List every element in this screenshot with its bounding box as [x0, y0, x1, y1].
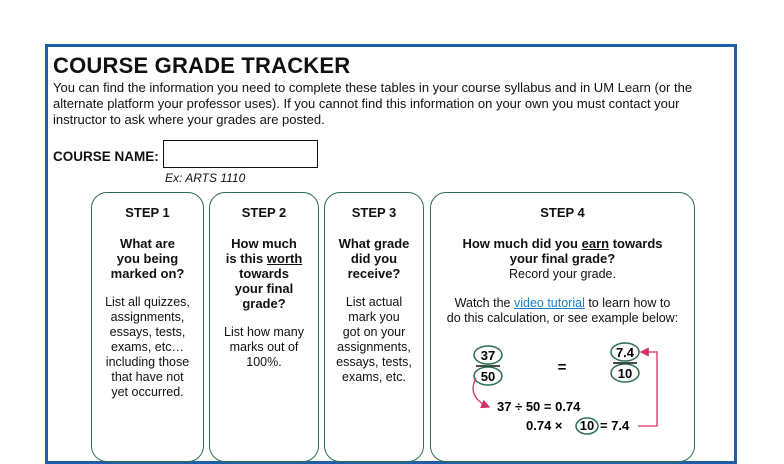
arrow-to-result [638, 352, 657, 426]
course-name-label: COURSE NAME: [53, 149, 159, 164]
step-3-description-line: exams, etc. [342, 370, 406, 384]
fraction-numerator: 37 [480, 348, 496, 363]
step-1-box [91, 192, 204, 462]
step-3-description-line: got on your [342, 325, 406, 339]
fraction-denominator: 50 [480, 369, 496, 384]
step-4-watch-line [437, 296, 688, 311]
step-1-description-line: yet occurred. [111, 385, 184, 399]
step-4-watch-text: to learn how to [584, 296, 671, 310]
step-1-description-line: essays, tests, [109, 325, 186, 339]
step-2-question-line [216, 251, 312, 266]
step-4-question-text: How much did you [462, 236, 582, 251]
step-4-earn-emphasis: earn [581, 236, 610, 251]
course-name-example: Ex: ARTS 1110 [165, 171, 246, 185]
step-4-instructions [437, 296, 688, 326]
step-2-description-line: marks out of [229, 340, 299, 354]
step-1-question-line: you being [116, 251, 179, 266]
step-1-description [98, 295, 197, 400]
step-3-heading: STEP 3 [351, 205, 397, 220]
multiplier-value: 10 [579, 418, 595, 433]
step-3-question-line: receive? [347, 266, 401, 281]
step-4-subtext: Record your grade. [508, 267, 616, 281]
intro-text: You can find the information you need to complete these tables in your course syllabus and in UM Learn (or the alternate platform your professor uses). If you cannot find this information on your own you must contact your instructor to ask where your grades are posted. [53, 80, 693, 127]
step-3-box [324, 192, 424, 462]
step-1-question [98, 236, 197, 281]
step-4-watch-line: do this calculation, or see example below: [446, 311, 679, 325]
step-3-description [331, 295, 417, 385]
step-4-watch-text: Watch the [454, 296, 514, 310]
step-2-question [216, 236, 312, 311]
step-2-question-line: towards [239, 266, 289, 281]
step-4-heading: STEP 4 [540, 205, 585, 220]
step-2-question-line: How much [231, 236, 297, 251]
step-1-description-line: List all quizzes, [105, 295, 190, 309]
step-1-question-line: marked on? [110, 266, 185, 281]
step-2-question-text: is this [225, 251, 267, 266]
step-1-question-line: What are [120, 236, 175, 251]
step-2-heading: STEP 2 [241, 205, 287, 220]
step-2-description-line: 100%. [246, 355, 282, 369]
step-3-description-line: List actual [345, 295, 403, 309]
video-tutorial-link[interactable]: video tutorial [513, 296, 585, 310]
step-3-description-line: assignments, [337, 340, 411, 354]
step-2-worth-emphasis: worth [266, 251, 303, 266]
step-3-description-line: essays, tests, [336, 355, 412, 369]
page-title: COURSE GRADE TRACKER [53, 53, 351, 78]
step-1-description-line: that have not [111, 370, 184, 384]
step-3-question-line: did you [350, 251, 398, 266]
step-2-description [216, 325, 312, 370]
result-numerator: 7.4 [615, 345, 635, 360]
multiplication-result: = 7.4 [600, 418, 630, 433]
step-4-question [437, 236, 688, 282]
step-1-heading: STEP 1 [125, 205, 170, 220]
multiplication-prefix: 0.74 × [526, 418, 563, 433]
course-name-input[interactable] [163, 140, 318, 168]
division-line: 37 ÷ 50 = 0.74 [497, 399, 581, 414]
step-4-box [430, 192, 695, 462]
step-2-description-line: List how many [224, 325, 304, 339]
step-4-question-line: your final grade? [509, 251, 616, 266]
step-2-question-line: grade? [242, 296, 286, 311]
step-3-question [331, 236, 417, 281]
step-1-description-line: assignments, [110, 310, 185, 324]
step-2-box [209, 192, 319, 462]
step-4-question-line [437, 236, 688, 251]
grade-calculation-example [431, 329, 696, 439]
step-2-question-line: your final [234, 281, 294, 296]
step-1-description-line: exams, etc… [111, 340, 184, 354]
step-3-description-line: mark you [348, 310, 400, 324]
result-denominator: 10 [617, 366, 633, 381]
step-4-question-text: towards [609, 236, 663, 251]
equals-sign: = [557, 359, 567, 376]
step-1-description-line: including those [105, 355, 190, 369]
step-3-question-line: What grade [338, 236, 410, 251]
